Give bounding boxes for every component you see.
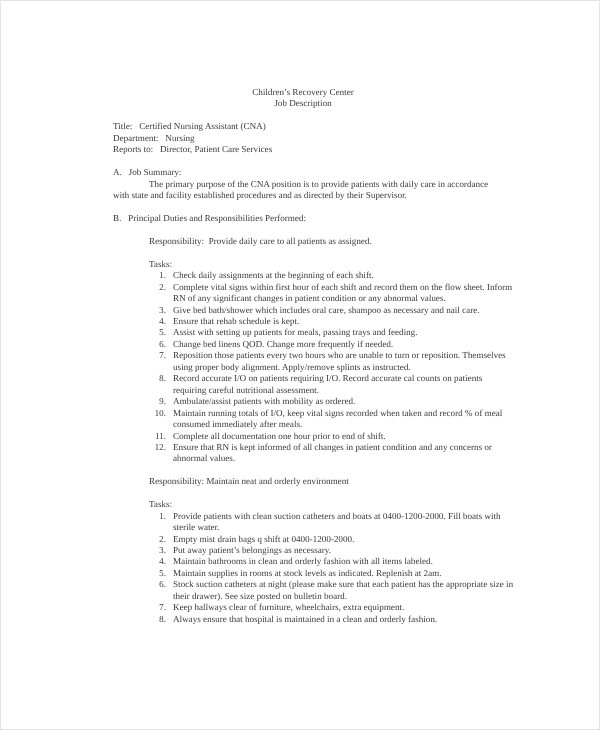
responsibility-title: Responsibility: Provide daily care to all patients as assigned. [149,235,372,246]
task-text: Change bed linens QOD. Change more frequently if needed. [173,338,394,349]
task-item [149,339,493,350]
task-number: 9. [159,396,166,407]
task-item [149,305,493,316]
task-item [149,556,493,567]
task-text: Complete vital signs within first hour of each shift and record them on the flow sheet. Inform RN of any significant changes in patient condition or any abnormal values. [173,281,513,304]
task-item [149,350,506,373]
task-number: 11. [154,430,166,441]
task-number: 10. [154,407,166,418]
task-item [149,614,493,625]
task-text: Maintain running totals of I/O, keep vital signs recorded when taken and record % of meal consumed immediately after meals. [173,407,503,430]
tasks-label: Tasks: [149,499,173,510]
task-text: Reposition those patients every two hours who are unable to turn or reposition. Themselves using proper body alignment. Apply/remove splints as instructed. [173,350,506,372]
task-item [149,270,493,281]
task-number: 1. [159,270,166,281]
section-principal-duties [113,213,493,224]
task-item [149,442,493,465]
task-text: Maintain bathrooms in clean and orderly fashion with all items labeled. [173,556,433,567]
task-item [149,407,503,431]
task-text: Always ensure that hospital is maintained in a clean and orderly fashion. [173,613,438,624]
section-b-label: B. Principal Duties and Responsibilities Performed: [113,212,306,223]
section-a-paragraph: The primary purpose of the CNA position is to provide patients with daily care in accordance with state and facility established procedures and as directed by their Supervisor. [113,178,489,201]
task-text: Maintain supplies in rooms at stock levels as indicated. Replenish at 2am. [173,567,442,578]
task-item [149,510,501,534]
task-number: 4. [159,556,166,567]
task-text: Stock suction catheters at night (please make sure that each patient has the appropriate size in their drawer). See size posted on bulletin board. [173,579,514,601]
task-list [149,270,513,465]
task-number: 8. [159,373,166,384]
task-number: 8. [159,613,166,624]
tasks-label: Tasks: [149,258,173,269]
task-number: 1. [159,510,166,521]
task-item [149,281,513,305]
task-list [149,510,514,626]
meta-reports-to: Reports to: Director, Patient Care Services [113,144,273,155]
task-item [149,373,493,396]
task-number: 2. [159,281,166,292]
task-number: 6. [159,579,166,590]
heading-subtitle: Job Description [274,98,332,109]
task-number: 6. [159,338,166,349]
task-number: 7. [159,350,166,361]
document-heading [113,87,493,110]
meta-title: Title: Certified Nursing Assistant (CNA) [113,121,266,132]
task-number: 5. [159,567,166,578]
task-text: Keep hallways clear of furniture, wheelchairs, extra equipment. [173,602,405,613]
document-body [113,87,514,625]
task-text: Ambulate/assist patients with mobility as ordered. [173,396,356,407]
heading-organization: Children’s Recovery Center [252,87,354,97]
task-text: Record accurate I/O on patients requiring I/O. Record accurate cal counts on patients requiring careful nutritional assessment. [173,373,483,395]
task-number: 2. [159,533,166,544]
section-job-summary [113,167,493,201]
task-item [149,534,493,545]
task-number: 5. [159,327,166,338]
responsibility-title: Responsibility: Maintain neat and orderly environment [149,476,349,487]
document-meta [113,121,493,155]
task-item [149,579,514,602]
task-item [149,327,493,338]
task-item [149,396,493,407]
task-text: Ensure that rehab schedule is kept. [173,315,300,326]
task-number: 3. [159,304,166,315]
section-a-label: A. Job Summary: [113,167,182,178]
task-item [149,431,493,442]
task-item [149,316,493,327]
task-text: Complete all documentation one hour prior to end of shift. [173,430,386,441]
task-item [149,568,493,579]
task-number: 3. [159,545,166,556]
meta-department: Department: Nursing [113,132,195,143]
task-number: 7. [159,602,166,613]
task-number: 12. [154,441,166,452]
task-text: Ensure that RN is kept informed of all changes in patient condition and any concerns or abnormal values. [173,441,492,464]
responsibility-group-neat-environment [149,476,514,625]
task-text: Put away patient’s belongings as necessary. [173,545,332,556]
task-text: Check daily assignments at the beginning of each shift. [173,270,374,281]
task-text: Assist with setting up patients for meals, passing trays and feeding. [173,327,418,338]
task-text: Provide patients with clean suction catheters and boats at 0400-1200-2000. Fill boats with sterile water. [173,510,501,533]
task-text: Empty mist drain bags q shift at 0400-1200-2000. [173,533,355,544]
task-item [149,602,493,613]
task-number: 4. [159,315,166,326]
task-text: Give bed bath/shower which includes oral care, shampoo as necessary and nail care. [173,304,480,315]
responsibility-group-daily-care [149,235,513,465]
task-item [149,545,493,556]
